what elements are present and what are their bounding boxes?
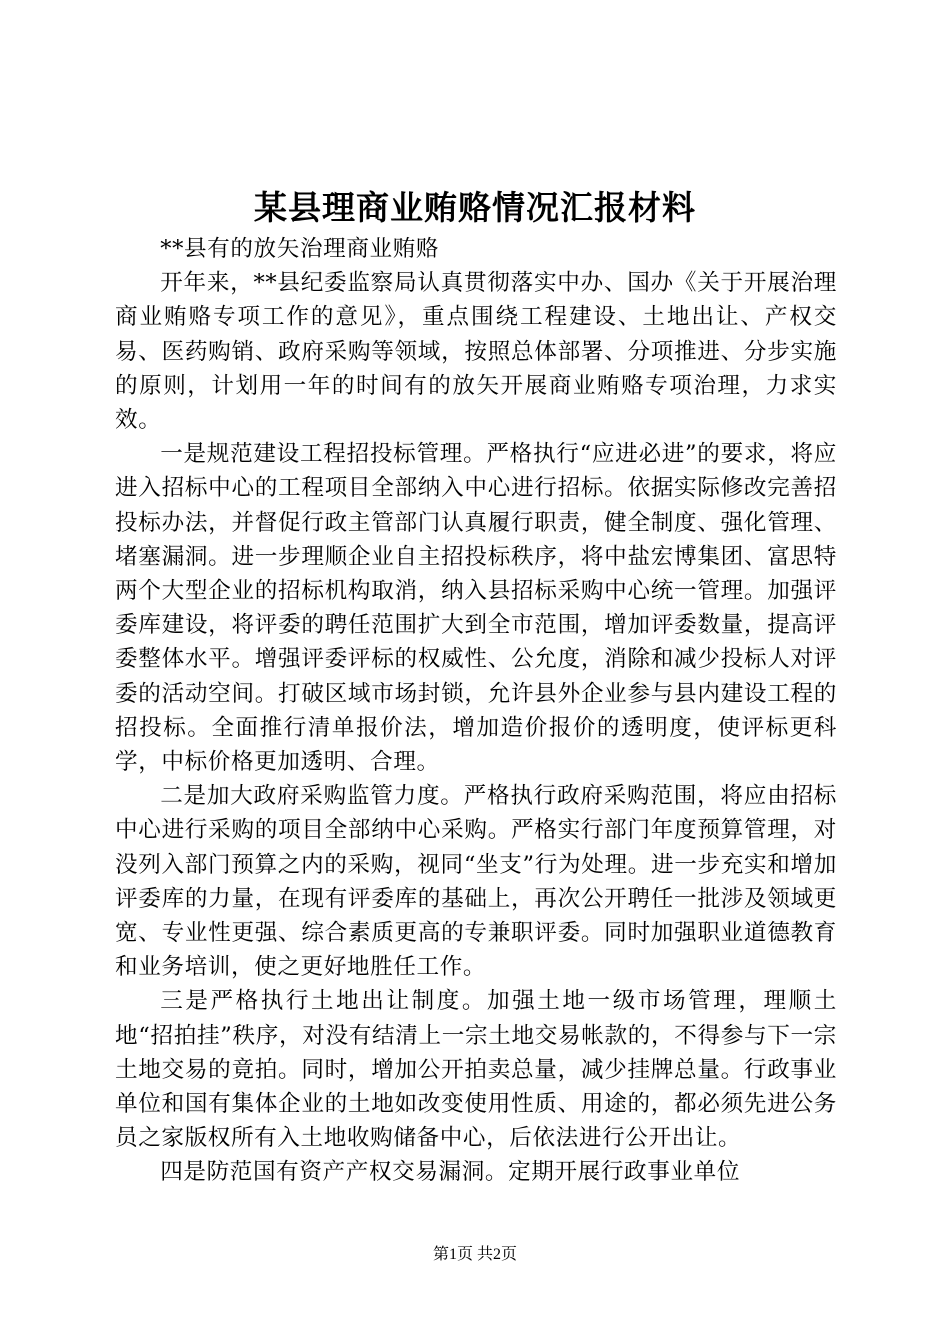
paragraph-point-3: 三是严格执行土地出让制度。加强土地一级市场管理，理顺土地“招拍挂”秩序，对没有结清上一宗土地交易帐款的，不得参与下一宗土地交易的竟拍。同时，增加公开拍卖总量，减少挂牌总量。行政事业单位和国有集体企业的土地如改变使用性质、用途的，都必须先进公务员之家版权所有入土地收购储备中心，后依法进行公开出让。 — [115, 988, 837, 1152]
document-title: 某县理商业贿赂情况汇报材料 — [254, 188, 696, 227]
paragraph-point-1: 一是规范建设工程招投标管理。严格执行“应进必进”的要求，将应进入招标中心的工程项目全部纳入中心进行招标。依据实际修改完善招投标办法，并督促行政主管部门认真履行职责，健全制度、强化管理、堵塞漏洞。进一步理顺企业自主招投标秩序，将中盐宏博集团、富思特两个大型企业的招标机构取消，纳入县招标采购中心统一管理。加强评委库建设，将评委的聘任范围扩大到全市范围，增加评委数量，提高评委整体水平。增强评委评标的权威性、公允度，消除和减少投标人对评委的活动空间。打破区域市场封锁，允许县外企业参与县内建设工程的招投标。全面推行清单报价法，增加造价报价的透明度，使评标更科学，中标价格更加透明、合理。 — [115, 441, 837, 776]
paragraph-point-4: 四是防范国有资产产权交易漏洞。定期开展行政事业单位 — [160, 1159, 741, 1186]
document-body — [115, 232, 837, 1190]
paragraph-point-2: 二是加大政府采购监管力度。严格执行政府采购范围，将应由招标中心进行采购的项目全部纳中心采购。严格实行部门年度预算管理，对没列入部门预算之内的采购，视同“坐支”行为处理。进一步充实和增加评委库的力量，在现有评委库的基础上，再次公开聘任一批涉及领域更宽、专业性更强、综合素质更高的专兼职评委。同时加强职业道德教育和业务培训，使之更好地胜任工作。 — [115, 783, 837, 981]
paragraph-intro: 开年来，**县纪委监察局认真贯彻落实中办、国办《关于开展治理商业贿赂专项工作的意见》，重点围绕工程建设、土地出让、产权交易、医药购销、政府采购等领域，按照总体部署、分项推进、分步实施的原则，计划用一年的时间有的放矢开展商业贿赂专项治理，力求实效。 — [115, 270, 837, 434]
page-footer: 第1页 共2页 — [432, 1246, 517, 1263]
paragraph-subtitle: **县有的放矢治理商业贿赂 — [160, 236, 440, 262]
